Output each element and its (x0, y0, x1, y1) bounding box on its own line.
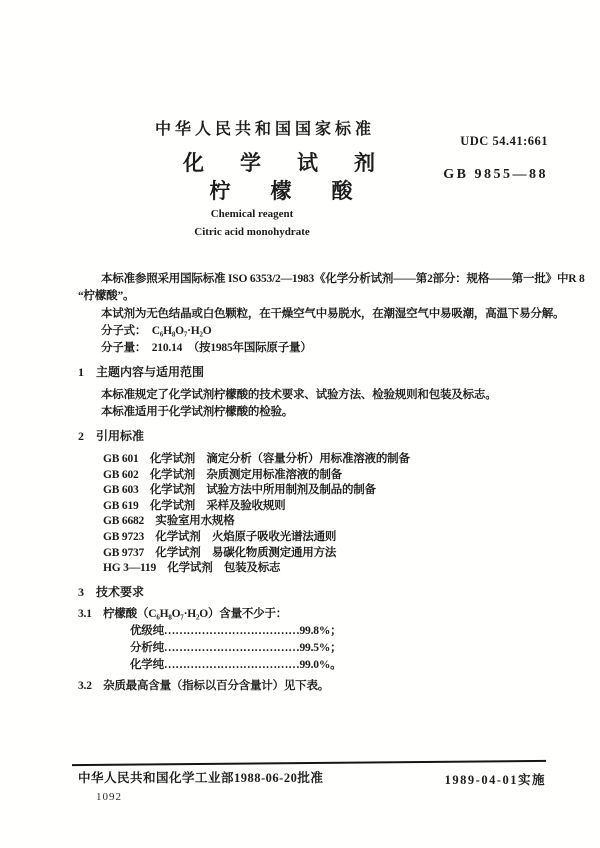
reference-item: GB 9723 化学试剂 火焰原子吸收光谱法通则 (103, 531, 337, 543)
national-standard-header: 中华人民共和国国家标准 (154, 121, 375, 138)
section1-heading: 1 主题内容与适用范围 (78, 365, 205, 379)
doc-title-en-line2: Citric acid monohydrate (194, 226, 310, 238)
grade-guaranteed-reagent: 优级纯………………………………99.8%； (130, 625, 342, 637)
reference-item: GB 602 化学试剂 杂质测定用标准溶液的制备 (103, 469, 342, 481)
reference-item: GB 619 化学试剂 采样及验收规则 (103, 500, 286, 512)
grade-analytical-reagent: 分析纯………………………………99.5%； (130, 642, 342, 654)
standard-number: GB 9855—88 (443, 167, 548, 182)
intro-paragraph-line3: 本试剂为无色结晶或白色颗粒，在干燥空气中易脱水，在潮湿空气中易吸潮，高温下易分解。 (101, 308, 565, 320)
reference-item: GB 9737 化学试剂 易碳化物质测定通用方法 (103, 547, 337, 559)
reference-item: GB 6682 实验室用水规格 (103, 515, 235, 527)
clause-3-1: 3.1 柠檬酸（C₆H₈O₇·H₂O）含量不少于： (78, 608, 288, 620)
molecular-weight-line: 分子量： 210.14 （按1985年国际原子量） (101, 342, 312, 354)
footer-approval-text: 中华人民共和国化学工业部1988-06-20批准 (78, 771, 324, 785)
udc-code: UDC 54.41:661 (460, 134, 548, 148)
reference-item: GB 603 化学试剂 试验方法中所用制剂及制品的制备 (103, 484, 376, 496)
reference-item: GB 601 化学试剂 滴定分析（容量分析）用标准溶液的制备 (103, 453, 410, 465)
section3-heading: 3 技术要求 (78, 585, 145, 599)
section1-paragraph1: 本标准规定了化学试剂柠檬酸的技术要求、试验方法、检验规则和包装及标志。 (101, 389, 497, 401)
doc-title-cn-line1: 化学试剂 (183, 151, 411, 175)
section2-heading: 2 引用标准 (78, 429, 145, 443)
molecular-formula-line: 分子式： C₆H₈O₇·H₂O (101, 325, 212, 337)
intro-paragraph-line2: “柠檬酸”。 (78, 290, 135, 302)
grade-chemical-pure: 化学纯………………………………99.0%。 (130, 659, 342, 671)
reference-item: HG 3—119 化学试剂 包装及标志 (103, 562, 281, 574)
footer-divider-rule (72, 760, 546, 766)
section1-paragraph2: 本标准适用于化学试剂柠檬酸的检验。 (101, 406, 294, 418)
clause-3-2: 3.2 杂质最高含量（指标以百分含量计）见下表。 (78, 680, 330, 692)
footer-implementation-date: 1989-04-01实施 (444, 773, 546, 787)
doc-title-cn-line2: 柠檬酸 (209, 179, 393, 203)
intro-paragraph-line1: 本标准参照采用国际标准 ISO 6353/2—1983《化学分析试剂——第2部分：规格——第一批》中R 8 (101, 273, 585, 285)
doc-title-en-line1: Chemical reagent (210, 208, 294, 220)
page-number: 1092 (96, 791, 122, 803)
